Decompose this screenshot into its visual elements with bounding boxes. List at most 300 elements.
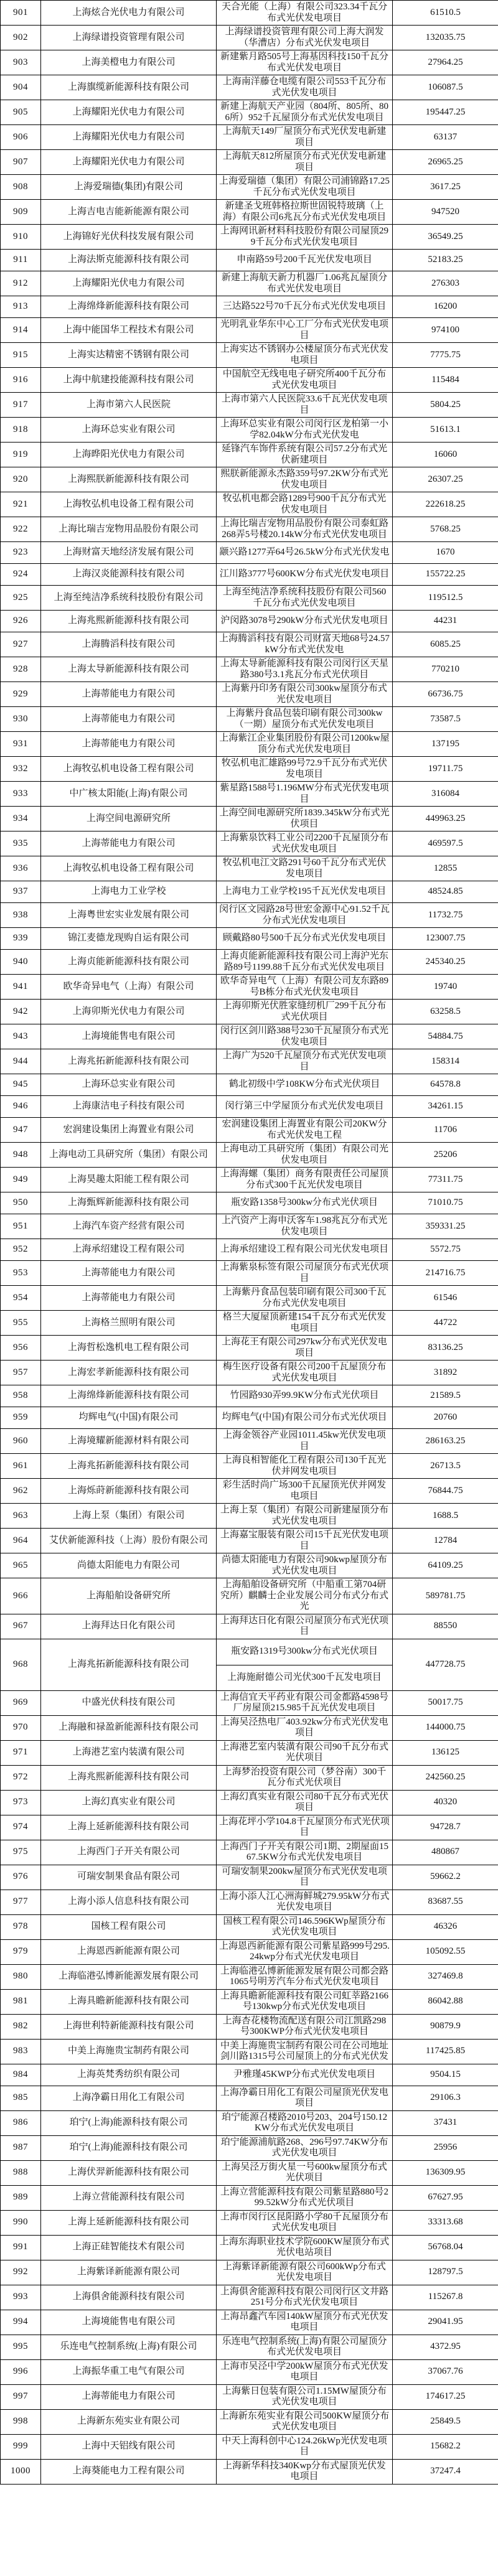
- table-row: [1, 1715, 498, 1740]
- project-cell: 上海太导新能源科技有限公司闵行区天星路380号3.1兆瓦分布式光伏项目: [217, 657, 393, 682]
- row-number-cell: 936: [1, 856, 41, 881]
- table-row: [1, 125, 498, 150]
- row-number-cell: 926: [1, 611, 41, 632]
- project-cell: 上海电动工具研究所（集团）有限公司光伏发电项目: [217, 1143, 393, 1168]
- company-cell: 上海耀阳光伏电力有限公司: [41, 150, 217, 175]
- value-cell: 4372.95: [393, 2335, 498, 2359]
- row-number-cell: 941: [1, 975, 41, 1000]
- project-cell: 上海吴泾万街火星一号600kw屋顶分布式光伏项目: [217, 2160, 393, 2185]
- row-number-cell: 909: [1, 200, 41, 225]
- table-row: [1, 881, 498, 903]
- value-cell: 222618.25: [393, 492, 498, 517]
- value-cell: 115484: [393, 368, 498, 393]
- value-cell: 770210: [393, 657, 498, 682]
- project-cell: 上海临港弘博新能源发展有限公司都会路1065号明芳汽车分布式光伏发电项目: [217, 1964, 393, 1989]
- table-row: [1, 318, 498, 343]
- table-row: [1, 1311, 498, 1336]
- table-row: [1, 1407, 498, 1429]
- company-cell: 上海美橙电力有限公司: [41, 50, 217, 75]
- row-number-cell: 993: [1, 2285, 41, 2310]
- company-cell: 上海蒂能电力有限公司: [41, 831, 217, 856]
- project-cell: 上海贞能新能源科技有限公司上海沪光东路89号1199.88千瓦分布式光伏发电项目: [217, 950, 393, 975]
- company-cell: 上海承绍建设工程有限公司: [41, 1239, 217, 1261]
- value-cell: 25206: [393, 1143, 498, 1168]
- company-cell: 上海境耀新能源材料有限公司: [41, 1429, 217, 1454]
- company-cell: 上海绵烽新能源科技有限公司: [41, 1385, 217, 1407]
- company-cell: 上海小添人信息科技有限公司: [41, 1890, 217, 1914]
- row-number-cell: 916: [1, 368, 41, 393]
- value-cell: 449963.25: [393, 807, 498, 831]
- table-row: [1, 707, 498, 732]
- project-cell: 上海恩西新能源有限公司紫星路999号295.24kwp分布式光伏发电项目: [217, 1939, 393, 1964]
- table-row: [1, 1049, 498, 1074]
- table-row: [1, 2064, 498, 2086]
- project-cell: 上海幻真实业有限公司80千瓦分布式光伏项目: [217, 1790, 393, 1815]
- row-number-cell: 922: [1, 517, 41, 542]
- company-cell: 上海粤世宏实业发展有限公司: [41, 903, 217, 928]
- project-cell: [217, 1639, 393, 1690]
- company-cell: 上海上泵（集团）有限公司: [41, 1504, 217, 1529]
- company-cell: 上海哲松逸机电工程有限公司: [41, 1336, 217, 1361]
- company-cell: 上海新东苑实业有限公司: [41, 2409, 217, 2434]
- row-number-cell: 906: [1, 125, 41, 150]
- value-cell: 3617.25: [393, 175, 498, 200]
- company-cell: 上海昊趣太阳能工程有限公司: [41, 1168, 217, 1192]
- row-number-cell: 998: [1, 2409, 41, 2434]
- row-number-cell: 997: [1, 2384, 41, 2409]
- project-cell: 申南路59号200千瓦光伏发电项目: [217, 250, 393, 271]
- row-number-cell: 982: [1, 2014, 41, 2039]
- company-cell: 上海振华重工电气有限公司: [41, 2359, 217, 2384]
- company-cell: 上海蒂能电力有限公司: [41, 1286, 217, 1311]
- value-cell: 359331.25: [393, 1214, 498, 1239]
- table-row: [1, 1639, 498, 1690]
- table-row: [1, 2185, 498, 2210]
- value-cell: 5804.25: [393, 393, 498, 418]
- company-cell: 上海拜达日化有限公司: [41, 1614, 217, 1639]
- row-number-cell: 989: [1, 2185, 41, 2210]
- table-row: [1, 1553, 498, 1578]
- table-row: [1, 2160, 498, 2185]
- project-cell: 上海紫日包装有限公司1.15MW屋顶分布式光伏发电项目: [217, 2384, 393, 2409]
- value-cell: 26307.25: [393, 467, 498, 492]
- project-cell: 上海空间电源研究所1839.345kW分布式光伏项目: [217, 807, 393, 831]
- value-cell: 46326: [393, 1914, 498, 1939]
- project-cell: 上海吴泾热电厂403.92kw分布式光伏发电项目: [217, 1715, 393, 1740]
- table-row: [1, 492, 498, 517]
- value-cell: 119512.5: [393, 586, 498, 611]
- project-cell: 上海市闵行区昆阳路小学80千瓦屋顶分布式光伏发电项目: [217, 2210, 393, 2235]
- row-number-cell: 969: [1, 1690, 41, 1715]
- company-cell: 上海耀阳光伏电力有限公司: [41, 271, 217, 296]
- project-cell: 上海小添人江心洲海鲜城279.95kW分布式光伏发电项目: [217, 1890, 393, 1914]
- table-row: [1, 682, 498, 707]
- value-cell: 11732.75: [393, 903, 498, 928]
- row-number-cell: 972: [1, 1765, 41, 1790]
- project-cell: 上海环总实业有限公司闵行区龙柏第一小学82.04kW分布式光伏发电: [217, 418, 393, 443]
- company-cell: 上海境能售电有限公司: [41, 1024, 217, 1049]
- row-number-cell: 902: [1, 26, 41, 50]
- project-cell: 牧弘机电汇雄路99号72.9千瓦分布式光伏发电项目: [217, 757, 393, 782]
- company-cell: 上海环总实业有限公司: [41, 418, 217, 443]
- row-number-cell: 956: [1, 1336, 41, 1361]
- row-number-cell: 912: [1, 271, 41, 296]
- company-cell: 上海牧弘机电设备工程有限公司: [41, 757, 217, 782]
- table-row: [1, 1118, 498, 1143]
- row-number-cell: 962: [1, 1479, 41, 1504]
- value-cell: 132035.75: [393, 26, 498, 50]
- row-number-cell: 932: [1, 757, 41, 782]
- company-cell: 尚德太阳能电力有限公司: [41, 1553, 217, 1578]
- company-cell: 上海具瞻新能源科技有限公司: [41, 1989, 217, 2014]
- table-row: [1, 1740, 498, 1765]
- row-number-cell: 951: [1, 1214, 41, 1239]
- company-cell: 珀宁(上海)能源科技有限公司: [41, 2135, 217, 2160]
- company-cell: 上海牧弘机电设备工程有限公司: [41, 856, 217, 881]
- company-cell: 上海上延新能源科技有限公司: [41, 1815, 217, 1840]
- row-number-cell: 920: [1, 467, 41, 492]
- row-number-cell: 927: [1, 632, 41, 657]
- company-cell: 上海蒂能电力有限公司: [41, 707, 217, 732]
- row-number-cell: 976: [1, 1865, 41, 1890]
- table-row: [1, 467, 498, 492]
- row-number-cell: 918: [1, 418, 41, 443]
- row-number-cell: 986: [1, 2110, 41, 2135]
- table-row: [1, 2210, 498, 2235]
- project-cell: 闵行区文园路28号世宏金源中心91.52千瓦分布式光伏发电项目: [217, 903, 393, 928]
- table-row: [1, 2039, 498, 2064]
- company-cell: 上海牧弘机电设备工程有限公司: [41, 492, 217, 517]
- table-row: [1, 1214, 498, 1239]
- project-cell: 上汽资产上海申沃客车1.98兆瓦分布式光伏发电项目: [217, 1214, 393, 1239]
- project-cell: 上海紫丹食品包装印刷有限公司300千瓦分布式光伏发电项目: [217, 1286, 393, 1311]
- company-cell: 上海兆拓新能源科技有限公司: [41, 1454, 217, 1479]
- value-cell: 25849.5: [393, 2409, 498, 2434]
- table-row: [1, 418, 498, 443]
- project-cell: 光明乳业华东中心工厂分布式光伏发电项目: [217, 318, 393, 343]
- table-row: [1, 1261, 498, 1286]
- value-cell: 947520: [393, 200, 498, 225]
- value-cell: 37067.76: [393, 2359, 498, 2384]
- value-cell: 73587.5: [393, 707, 498, 732]
- table-row: [1, 732, 498, 757]
- row-number-cell: 964: [1, 1529, 41, 1553]
- table-row: [1, 100, 498, 125]
- project-cell: 熙朕新能源永杰路359号97.2KW分布式光伏发电项目: [217, 467, 393, 492]
- row-number-cell: 974: [1, 1815, 41, 1840]
- company-cell: 中美上海施贵宝制药有限公司: [41, 2039, 217, 2064]
- table-row: [1, 856, 498, 881]
- company-cell: 上海中航建投能源科技有限公司: [41, 368, 217, 393]
- table-row: [1, 1815, 498, 1840]
- row-number-cell: 985: [1, 2086, 41, 2110]
- table-row: [1, 2409, 498, 2434]
- company-cell: 上海幻真实业有限公司: [41, 1790, 217, 1815]
- row-number-cell: 992: [1, 2260, 41, 2285]
- project-cell: 上海卯斯光伏胜家缝纫机厂299千瓦分布式光伏项目: [217, 1000, 393, 1024]
- row-number-cell: 961: [1, 1454, 41, 1479]
- company-cell: 上海卯斯光伏电力有限公司: [41, 1000, 217, 1024]
- value-cell: 128797.5: [393, 2260, 498, 2285]
- company-cell: 上海净霸日用化工有限公司: [41, 2086, 217, 2110]
- table-row: [1, 175, 498, 200]
- table-row: [1, 393, 498, 418]
- company-cell: 乐连电气控制系统(上海)有限公司: [41, 2335, 217, 2359]
- row-number-cell: 943: [1, 1024, 41, 1049]
- project-cell: 宏润建设集团上海置业有限公司20KW分布式光伏发电工程: [217, 1118, 393, 1143]
- table-row: [1, 1074, 498, 1096]
- value-cell: 29041.95: [393, 2310, 498, 2335]
- table-row: [1, 443, 498, 467]
- table-row: [1, 564, 498, 586]
- table-row: [1, 2459, 498, 2484]
- company-cell: 上海船舶设备研究所: [41, 1578, 217, 1614]
- company-cell: 上海实达精密不锈钢有限公司: [41, 343, 217, 368]
- company-cell: 上海汉炎能源科技有限公司: [41, 564, 217, 586]
- company-cell: 上海临港弘博新能源发展有限公司: [41, 1964, 217, 1989]
- company-cell: 上海中天铝线有限公司: [41, 2434, 217, 2459]
- project-cell: 上海爱瑞德（集团）有限公司浦锦路17.25千瓦分布式光伏发电项目: [217, 175, 393, 200]
- project-cell: 沪闵路3078号290kW分布式光伏发电项目: [217, 611, 393, 632]
- table-row: [1, 2384, 498, 2409]
- table-row: [1, 2359, 498, 2384]
- row-number-cell: 903: [1, 50, 41, 75]
- value-cell: 1670: [393, 542, 498, 564]
- row-number-cell: 983: [1, 2039, 41, 2064]
- row-number-cell: 939: [1, 928, 41, 950]
- table-row: [1, 368, 498, 393]
- project-cell: 天合光能（上海）有限公司323.34千瓦分布式光伏发电项目: [217, 1, 393, 26]
- value-cell: 54884.75: [393, 1024, 498, 1049]
- row-number-cell: 905: [1, 100, 41, 125]
- company-cell: 上海蒂能电力有限公司: [41, 732, 217, 757]
- table-row: [1, 1, 498, 26]
- company-cell: 上海正硅智能技术有限公司: [41, 2235, 217, 2260]
- row-number-cell: 953: [1, 1261, 41, 1286]
- value-cell: 52183.25: [393, 250, 498, 271]
- project-cell: 上海比瑞吉宠物用品股份有限公司泰虹路268弄5号楼20.14kW分布式光伏发电项目: [217, 517, 393, 542]
- project-cell: 上海拜达日化有限公司屋顶分布式光伏项目: [217, 1614, 393, 1639]
- value-cell: 48524.85: [393, 881, 498, 903]
- value-cell: 21589.5: [393, 1385, 498, 1407]
- project-cell: 延锋汽车饰件系统有限公司57.2分布式光伏新建项目: [217, 443, 393, 467]
- row-number-cell: 966: [1, 1578, 41, 1614]
- row-number-cell: 981: [1, 1989, 41, 2014]
- row-number-cell: 904: [1, 75, 41, 100]
- table-row: [1, 2014, 498, 2039]
- company-cell: 上海兆熙新能源科技有限公司: [41, 1765, 217, 1790]
- project-cell: 上海昂鑫汽车园140kW屋顶分布式光伏发电项目: [217, 2310, 393, 2335]
- table-row: [1, 586, 498, 611]
- project-cell: 江川路3777号600KW分布式光伏发电项目: [217, 564, 393, 586]
- row-number-cell: 970: [1, 1715, 41, 1740]
- value-cell: 6085.25: [393, 632, 498, 657]
- project-cell: 上海紫泉标签有限公司屋顶分布式光伏项目: [217, 1261, 393, 1286]
- project-cell: 上海良相智能化工程有限公司130千瓦光伏并网发电项目: [217, 1454, 393, 1479]
- company-cell: 上海空间电源研究所: [41, 807, 217, 831]
- row-number-cell: 963: [1, 1504, 41, 1529]
- project-cell: 上海网讯新材料科技股份有限公司屋顶299千瓦分布式光伏发电项目: [217, 225, 393, 250]
- project-cell: 牧弘机电都会路1289号900千瓦分布式光伏发电项目: [217, 492, 393, 517]
- company-cell: 上海比瑞吉宠物用品股份有限公司: [41, 517, 217, 542]
- row-number-cell: 971: [1, 1740, 41, 1765]
- value-cell: 589781.75: [393, 1578, 498, 1614]
- table-row: [1, 75, 498, 100]
- value-cell: 26713.5: [393, 1454, 498, 1479]
- table-row: [1, 517, 498, 542]
- company-cell: 上海立营能源科技有限公司: [41, 2185, 217, 2210]
- row-number-cell: 950: [1, 1192, 41, 1214]
- company-cell: 上海电动工具研究所（集团）有限公司: [41, 1143, 217, 1168]
- company-cell: 上海晔阳光伏电力有限公司: [41, 443, 217, 467]
- company-cell: 上海葵能电力工程有限公司: [41, 2459, 217, 2484]
- company-cell: 上海太导新能源科技有限公司: [41, 657, 217, 682]
- table-row: [1, 2260, 498, 2285]
- company-cell: 均辉电气(中国)有限公司: [41, 1407, 217, 1429]
- value-cell: 31892: [393, 1361, 498, 1385]
- row-number-cell: 924: [1, 564, 41, 586]
- value-cell: 276303: [393, 271, 498, 296]
- company-cell: 上海上延新能源科技有限公司: [41, 2210, 217, 2235]
- value-cell: 76844.75: [393, 1479, 498, 1504]
- table-row: [1, 271, 498, 296]
- table-row: [1, 928, 498, 950]
- row-number-cell: 960: [1, 1429, 41, 1454]
- table-row: [1, 1143, 498, 1168]
- table-row: [1, 1989, 498, 2014]
- value-cell: 123007.75: [393, 928, 498, 950]
- row-number-cell: 940: [1, 950, 41, 975]
- project-cell: 上海承绍建设工程有限公司光伏发电项目: [217, 1239, 393, 1261]
- table-row: [1, 1865, 498, 1890]
- company-cell: 上海格兰照明有限公司: [41, 1311, 217, 1336]
- company-cell: 上海伏羿新能源科技有限公司: [41, 2160, 217, 2185]
- table-row: [1, 1890, 498, 1914]
- company-cell: 上海港艺室内装潢有限公司: [41, 1740, 217, 1765]
- table-row: [1, 975, 498, 1000]
- value-cell: 9504.15: [393, 2064, 498, 2086]
- project-cell: 格兰大厦屋顶新建154千瓦分布式光伏发电项目: [217, 1311, 393, 1336]
- value-cell: 77311.75: [393, 1168, 498, 1192]
- company-cell: 可瑞安制果食品有限公司: [41, 1865, 217, 1890]
- project-cell: 上海嘉宝服装有限公司15千瓦光伏发电项目: [217, 1529, 393, 1553]
- value-cell: 19740: [393, 975, 498, 1000]
- value-cell: 51613.1: [393, 418, 498, 443]
- row-number-cell: 908: [1, 175, 41, 200]
- project-cell: 均辉电气(中国)有限公司分布式光伏项目: [217, 1407, 393, 1429]
- row-number-cell: 935: [1, 831, 41, 856]
- row-number-cell: 977: [1, 1890, 41, 1914]
- value-cell: 61546: [393, 1286, 498, 1311]
- company-cell: 上海锦好光伏科技发展有限公司: [41, 225, 217, 250]
- row-number-cell: 988: [1, 2160, 41, 2185]
- row-number-cell: 995: [1, 2335, 41, 2359]
- value-cell: 316084: [393, 782, 498, 807]
- table-row: [1, 1964, 498, 1989]
- project-cell: 上海具瞻新能源科技有限公司虹莘路2166号130kwp分布式光伏发电项目: [217, 1989, 393, 2014]
- company-cell: 欧华奇异电气（上海）有限公司: [41, 975, 217, 1000]
- table-row: [1, 1840, 498, 1865]
- value-cell: 63258.5: [393, 1000, 498, 1024]
- company-cell: 上海融和禄盈新能源科技有限公司: [41, 1715, 217, 1740]
- row-number-cell: 948: [1, 1143, 41, 1168]
- row-number-cell: 968: [1, 1639, 41, 1690]
- table-row: [1, 1529, 498, 1553]
- company-cell: 上海兆拓新能源科技有限公司: [41, 1639, 217, 1690]
- project-cell: 珀宁能源浦航路268、296号97.74KW分布式光伏发电项目: [217, 2135, 393, 2160]
- row-number-cell: 919: [1, 443, 41, 467]
- project-cell: 彩生活时尚广场300千瓦屋顶光伏并网发电项目: [217, 1479, 393, 1504]
- value-cell: 11706: [393, 1118, 498, 1143]
- value-cell: 15682.2: [393, 2434, 498, 2459]
- row-number-cell: 994: [1, 2310, 41, 2335]
- value-cell: 59662.2: [393, 1865, 498, 1890]
- table-row: [1, 343, 498, 368]
- value-cell: 105092.55: [393, 1939, 498, 1964]
- project-cell: 上海立营能源科技有限公司紫星路880号299.52kW分布式光伏项目: [217, 2185, 393, 2210]
- project-cell: 上海绿谱投资管理有限公司上海大润发（华漕店）分布式光伏发电项目: [217, 26, 393, 50]
- project-cell: 新建上海航天产业园（804所、805所、806所）952千瓦屋顶分布式光伏发电项目: [217, 100, 393, 125]
- value-cell: 242560.25: [393, 1765, 498, 1790]
- table-row: [1, 1168, 498, 1192]
- value-cell: 447728.75: [393, 1639, 498, 1690]
- project-cell: 上海西门子开关有限公司1期、2期屋面1567.5KW分布式光伏发电项目: [217, 1840, 393, 1865]
- value-cell: 63137: [393, 125, 498, 150]
- project-cell: 乐连电气控制系统(上海)有限公司屋顶分布式光伏发电项目: [217, 2335, 393, 2359]
- value-cell: 33313.68: [393, 2210, 498, 2235]
- project-cell: 上海航天149厂屋顶分布式光伏发电新建项目: [217, 125, 393, 150]
- value-cell: 36549.25: [393, 225, 498, 250]
- table-row: [1, 542, 498, 564]
- row-number-cell: 944: [1, 1049, 41, 1074]
- value-cell: 245340.25: [393, 950, 498, 975]
- table-row: [1, 807, 498, 831]
- value-cell: 469597.5: [393, 831, 498, 856]
- company-cell: 珀宁(上海)能源科技有限公司: [41, 2110, 217, 2135]
- row-number-cell: 942: [1, 1000, 41, 1024]
- project-cell: 梅生医疗设备有限公司200千瓦屋顶分布式光伏发电项目: [217, 1361, 393, 1385]
- value-cell: 974100: [393, 318, 498, 343]
- value-cell: 19711.75: [393, 757, 498, 782]
- company-cell: 上海蒂能电力有限公司: [41, 2384, 217, 2409]
- company-cell: 上海贞能新能源科技有限公司: [41, 950, 217, 975]
- table-row: [1, 1578, 498, 1614]
- table-row: [1, 2434, 498, 2459]
- project-cell: 尹雅瑾45KWP分布式光伏发电项目: [217, 2064, 393, 2086]
- project-cell: 上海南洋藤仓电缆有限公司553千瓦分布式光伏发电项目: [217, 75, 393, 100]
- value-cell: 106087.5: [393, 75, 498, 100]
- row-number-cell: 911: [1, 250, 41, 271]
- value-cell: 7775.75: [393, 343, 498, 368]
- table-row: [1, 1239, 498, 1261]
- project-subcell: 瓶安路1319号300kw分布式光伏项目: [231, 1646, 378, 1657]
- table-row: [1, 1096, 498, 1118]
- company-cell: 上海兆熙新能源科技有限公司: [41, 611, 217, 632]
- table-row: [1, 782, 498, 807]
- row-number-cell: 991: [1, 2235, 41, 2260]
- company-cell: 上海中能国华工程技术有限公司: [41, 318, 217, 343]
- table-row: [1, 657, 498, 682]
- row-number-cell: 957: [1, 1361, 41, 1385]
- company-cell: 上海至纯洁净系统科技股份有限公司: [41, 586, 217, 611]
- row-number-cell: 996: [1, 2359, 41, 2384]
- row-number-cell: 945: [1, 1074, 41, 1096]
- company-cell: 国核工程有限公司: [41, 1914, 217, 1939]
- project-cell: 上海花王有限公司297kw分布式光伏发电项目: [217, 1336, 393, 1361]
- value-cell: 327469.8: [393, 1964, 498, 1989]
- table-row: [1, 1914, 498, 1939]
- company-cell: 上海俱舍能源科技有限公司: [41, 2285, 217, 2310]
